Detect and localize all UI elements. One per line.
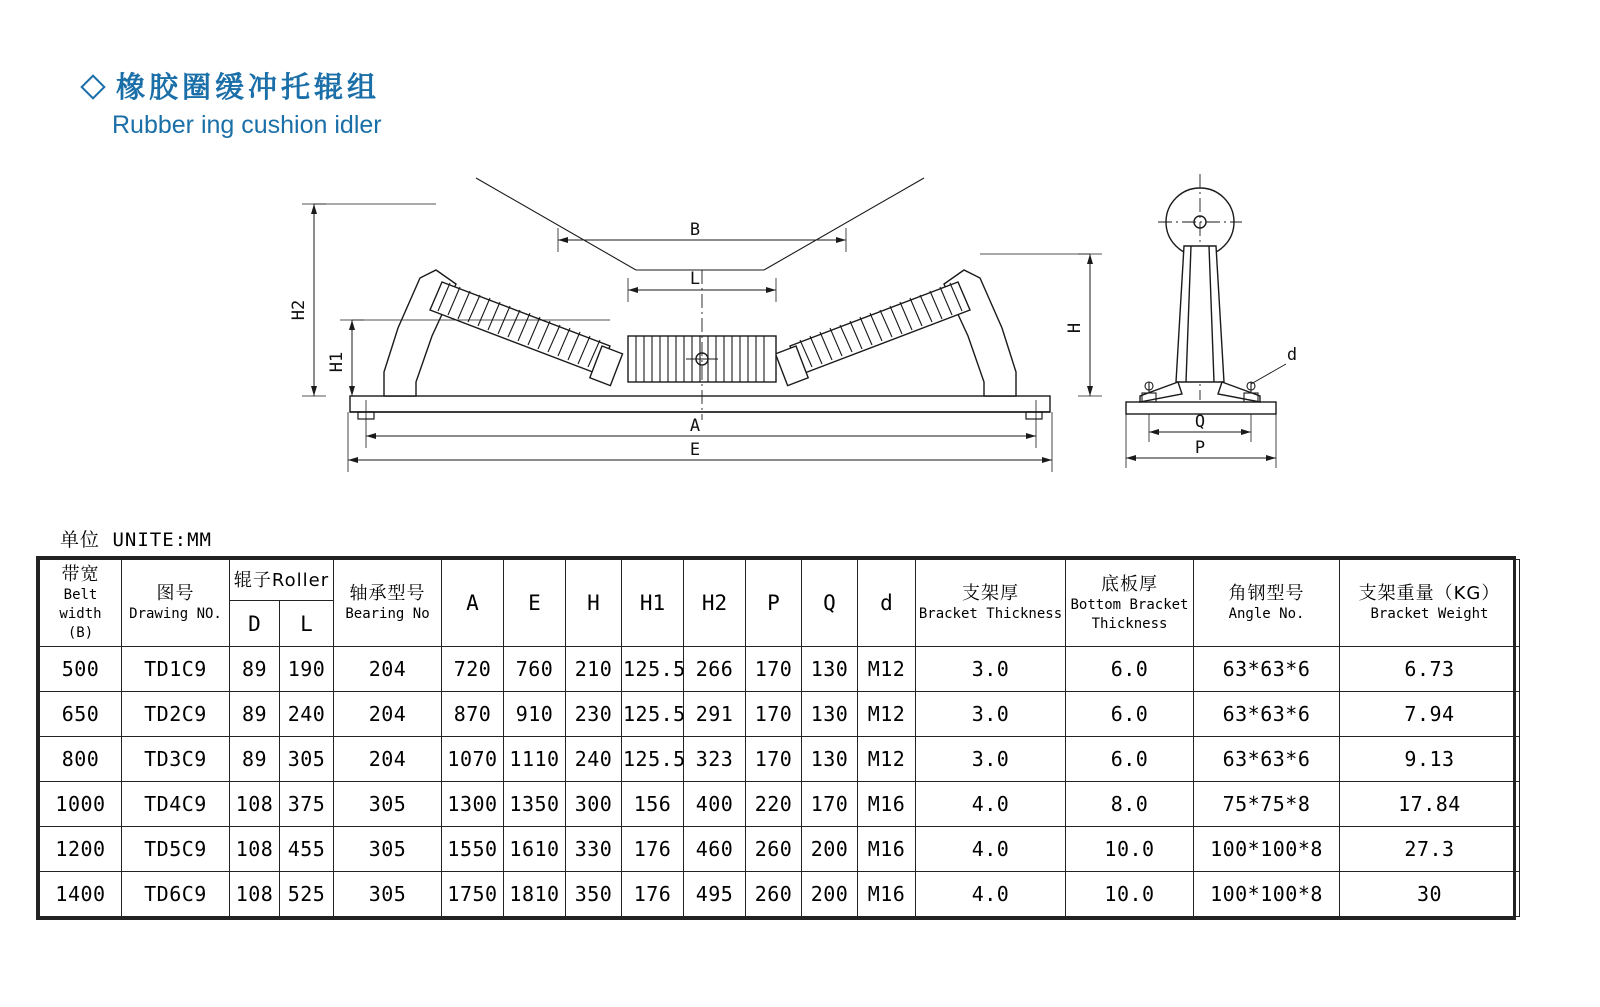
cell-roller-d: 108	[230, 782, 280, 827]
cell-roller-d: 108	[230, 827, 280, 872]
spec-table-container	[36, 556, 1516, 920]
cell-e: 1610	[504, 827, 566, 872]
cell-d: M12	[858, 692, 916, 737]
table-row	[40, 692, 1520, 737]
dim-label-d: d	[1286, 345, 1298, 365]
header-d: d	[858, 560, 916, 647]
cell-h: 350	[566, 872, 622, 917]
cell-drawing-no: TD5C9	[122, 827, 230, 872]
cell-belt-width: 800	[40, 737, 122, 782]
cell-h2: 323	[684, 737, 746, 782]
header-roller: 辊子Roller	[230, 560, 334, 601]
header-roller-d: D	[230, 601, 280, 647]
cell-roller-l: 525	[280, 872, 334, 917]
cell-roller-l: 305	[280, 737, 334, 782]
cell-e: 1810	[504, 872, 566, 917]
header-drawing-no: 图号 Drawing NO.	[122, 560, 230, 647]
cell-h2: 291	[684, 692, 746, 737]
cell-bracket-weight: 30	[1340, 872, 1520, 917]
header-q: Q	[802, 560, 858, 647]
header-roller-l: L	[280, 601, 334, 647]
dim-label-E: E	[689, 440, 701, 460]
diamond-icon	[80, 74, 105, 99]
cell-e: 1350	[504, 782, 566, 827]
page-title	[84, 70, 382, 140]
cell-q: 200	[802, 827, 858, 872]
cell-h1: 156	[622, 782, 684, 827]
cell-a: 1750	[442, 872, 504, 917]
cell-h2: 400	[684, 782, 746, 827]
header-e: E	[504, 560, 566, 647]
cell-angle-no: 100*100*8	[1194, 827, 1340, 872]
cell-bottom-bracket-thickness: 6.0	[1066, 737, 1194, 782]
cell-q: 170	[802, 782, 858, 827]
cell-bottom-bracket-thickness: 6.0	[1066, 692, 1194, 737]
cell-a: 1300	[442, 782, 504, 827]
cell-q: 130	[802, 692, 858, 737]
cell-a: 870	[442, 692, 504, 737]
cell-bracket-thickness: 4.0	[916, 827, 1066, 872]
cell-h2: 460	[684, 827, 746, 872]
dim-label-B: B	[689, 220, 701, 240]
table-row	[40, 827, 1520, 872]
title-cn-text: 橡胶圈缓冲托辊组	[116, 70, 381, 104]
cell-roller-l: 240	[280, 692, 334, 737]
cell-roller-d: 108	[230, 872, 280, 917]
cell-h1: 176	[622, 872, 684, 917]
dim-label-H1: H1	[327, 351, 347, 373]
cell-bracket-thickness: 3.0	[916, 647, 1066, 692]
cell-d: M16	[858, 827, 916, 872]
dim-label-Q: Q	[1194, 412, 1206, 432]
cell-roller-d: 89	[230, 692, 280, 737]
dim-label-H2: H2	[289, 299, 309, 321]
header-bottom-bracket-thickness: 底板厚 Bottom Bracket Thickness	[1066, 560, 1194, 647]
cell-belt-width: 1000	[40, 782, 122, 827]
cell-belt-width: 500	[40, 647, 122, 692]
cell-bracket-thickness: 3.0	[916, 692, 1066, 737]
cell-bracket-thickness: 3.0	[916, 737, 1066, 782]
cell-roller-d: 89	[230, 647, 280, 692]
header-bearing-no: 轴承型号 Bearing No	[334, 560, 442, 647]
cell-p: 260	[746, 872, 802, 917]
cell-drawing-no: TD6C9	[122, 872, 230, 917]
cell-p: 220	[746, 782, 802, 827]
header-h2: H2	[684, 560, 746, 647]
cell-bearing-no: 204	[334, 647, 442, 692]
cell-drawing-no: TD1C9	[122, 647, 230, 692]
cell-h: 330	[566, 827, 622, 872]
cell-q: 130	[802, 737, 858, 782]
cell-d: M12	[858, 737, 916, 782]
cell-bearing-no: 305	[334, 827, 442, 872]
cell-h: 240	[566, 737, 622, 782]
cell-angle-no: 100*100*8	[1194, 872, 1340, 917]
cell-belt-width: 1200	[40, 827, 122, 872]
cell-p: 170	[746, 692, 802, 737]
cell-h1: 125.5	[622, 647, 684, 692]
cell-h: 300	[566, 782, 622, 827]
title-cn-row	[84, 70, 382, 104]
cell-e: 910	[504, 692, 566, 737]
cell-p: 260	[746, 827, 802, 872]
table-row	[40, 782, 1520, 827]
cell-e: 1110	[504, 737, 566, 782]
cell-belt-width: 1400	[40, 872, 122, 917]
table-row	[40, 737, 1520, 782]
spec-table	[39, 559, 1520, 917]
cell-p: 170	[746, 737, 802, 782]
technical-drawing	[280, 150, 1500, 500]
cell-a: 1550	[442, 827, 504, 872]
cell-roller-d: 89	[230, 737, 280, 782]
dim-label-P: P	[1194, 438, 1206, 458]
cell-bearing-no: 305	[334, 782, 442, 827]
cell-bottom-bracket-thickness: 10.0	[1066, 872, 1194, 917]
cell-h: 210	[566, 647, 622, 692]
header-p: P	[746, 560, 802, 647]
table-row	[40, 647, 1520, 692]
cell-roller-l: 375	[280, 782, 334, 827]
header-belt-width: 带宽 Belt width (B)	[40, 560, 122, 647]
cell-belt-width: 650	[40, 692, 122, 737]
cell-h1: 176	[622, 827, 684, 872]
cell-bottom-bracket-thickness: 10.0	[1066, 827, 1194, 872]
cell-roller-l: 190	[280, 647, 334, 692]
header-h: H	[566, 560, 622, 647]
cell-h: 230	[566, 692, 622, 737]
cell-h1: 125.5	[622, 692, 684, 737]
cell-h1: 125.5	[622, 737, 684, 782]
cell-angle-no: 63*63*6	[1194, 692, 1340, 737]
header-angle-no: 角钢型号 Angle No.	[1194, 560, 1340, 647]
cell-d: M12	[858, 647, 916, 692]
header-bracket-weight: 支架重量（KG） Bracket Weight	[1340, 560, 1520, 647]
header-bracket-thickness: 支架厚 Bracket Thickness	[916, 560, 1066, 647]
cell-angle-no: 75*75*8	[1194, 782, 1340, 827]
title-en-text: Rubber ing cushion idler	[112, 111, 382, 139]
header-h1: H1	[622, 560, 684, 647]
cell-drawing-no: TD4C9	[122, 782, 230, 827]
dim-label-L: L	[689, 269, 701, 289]
cell-a: 1070	[442, 737, 504, 782]
cell-bracket-thickness: 4.0	[916, 872, 1066, 917]
cell-bracket-weight: 6.73	[1340, 647, 1520, 692]
cell-bearing-no: 204	[334, 737, 442, 782]
cell-bracket-weight: 7.94	[1340, 692, 1520, 737]
cell-p: 170	[746, 647, 802, 692]
cell-a: 720	[442, 647, 504, 692]
cell-bottom-bracket-thickness: 8.0	[1066, 782, 1194, 827]
cell-bracket-weight: 27.3	[1340, 827, 1520, 872]
cell-d: M16	[858, 782, 916, 827]
cell-bearing-no: 305	[334, 872, 442, 917]
unit-note: 单位 UNITE:MM	[60, 529, 212, 551]
cell-d: M16	[858, 872, 916, 917]
table-row	[40, 872, 1520, 917]
header-a: A	[442, 560, 504, 647]
cell-h2: 495	[684, 872, 746, 917]
cell-bracket-weight: 9.13	[1340, 737, 1520, 782]
cell-q: 200	[802, 872, 858, 917]
cell-angle-no: 63*63*6	[1194, 647, 1340, 692]
cell-drawing-no: TD3C9	[122, 737, 230, 782]
cell-bearing-no: 204	[334, 692, 442, 737]
cell-bracket-thickness: 4.0	[916, 782, 1066, 827]
cell-e: 760	[504, 647, 566, 692]
dim-label-H: H	[1065, 322, 1085, 334]
cell-bracket-weight: 17.84	[1340, 782, 1520, 827]
cell-angle-no: 63*63*6	[1194, 737, 1340, 782]
cell-roller-l: 455	[280, 827, 334, 872]
cell-h2: 266	[684, 647, 746, 692]
table-header-row	[40, 560, 1520, 601]
dim-label-A: A	[689, 416, 701, 436]
cell-q: 130	[802, 647, 858, 692]
cell-drawing-no: TD2C9	[122, 692, 230, 737]
cell-bottom-bracket-thickness: 6.0	[1066, 647, 1194, 692]
